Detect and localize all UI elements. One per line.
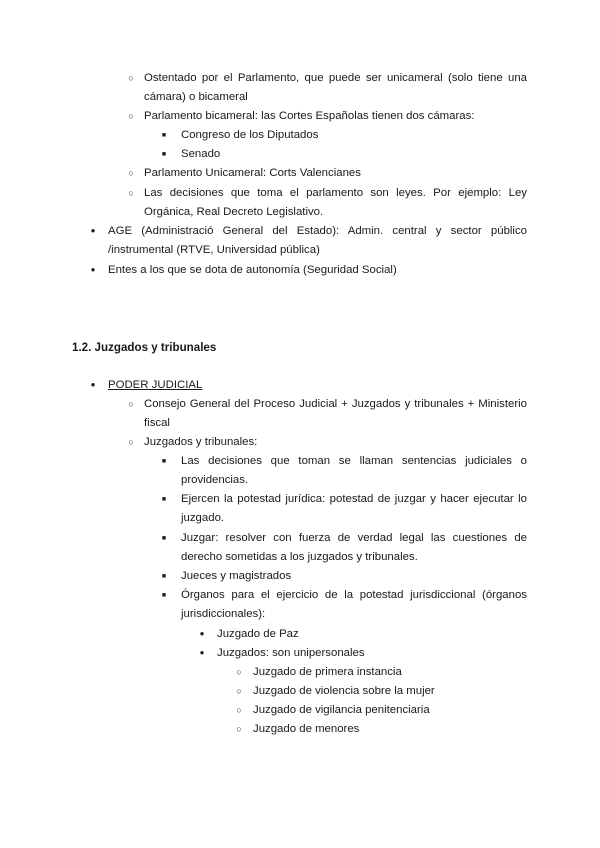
list-item-juzgado-paz: Juzgado de Paz [217, 628, 299, 640]
list-item-consejo: Consejo General del Proceso Judicial + Juzgados y tribunales + Ministerio fiscal [144, 398, 527, 429]
list-item-bicameral: Parlamento bicameral: las Cortes Españolas tienen dos cámaras: [144, 110, 475, 122]
disc-bullet-icon [196, 625, 208, 644]
list-item-ejercen: Ejercen la potestad jurídica: potestad de juzgar y hacer ejecutar lo juzgado. [181, 493, 527, 524]
square-bullet-icon [158, 586, 170, 606]
list-item-juzgados-unipersonales: Juzgados: son unipersonales [217, 647, 365, 659]
list-item-vigilancia: Juzgado de vigilancia penitenciaria [253, 704, 430, 716]
list-item-unicameral: Parlamento Unicameral: Corts Valencianes [144, 167, 361, 179]
circle-bullet-icon [125, 395, 137, 414]
list-item-poder-judicial: PODER JUDICIAL [108, 379, 203, 391]
square-bullet-icon [158, 529, 170, 549]
list-item-primera-instancia: Juzgado de primera instancia [253, 666, 402, 678]
list-item-violencia: Juzgado de violencia sobre la mujer [253, 685, 435, 697]
list-item-entes: Entes a los que se dota de autonomía (Seguridad Social) [108, 264, 397, 276]
circle-bullet-icon [233, 663, 245, 682]
circle-bullet-icon [233, 682, 245, 701]
list-item-jueces: Jueces y magistrados [181, 570, 292, 582]
list-item-age: AGE (Administració General del Estado): Admin. central y sector público /instrumental (RTVE, Universidad pública) [108, 225, 527, 256]
circle-bullet-icon [125, 69, 137, 88]
circle-bullet-icon [125, 164, 137, 183]
list-item-decisiones-judiciales: Las decisiones que toman se llaman sentencias judiciales o providencias. [181, 455, 527, 486]
circle-bullet-icon [125, 433, 137, 452]
circle-bullet-icon [125, 184, 137, 203]
list-item-congreso: Congreso de los Diputados [181, 129, 319, 141]
list-item-senado: Senado [181, 148, 221, 160]
square-bullet-icon [158, 126, 170, 146]
square-bullet-icon [158, 567, 170, 587]
disc-bullet-icon [87, 261, 99, 280]
circle-bullet-icon [233, 720, 245, 739]
list-item-organos: Órganos para el ejercicio de la potestad jurisdiccional (órganos jurisdiccionales): [181, 589, 527, 620]
disc-bullet-icon [87, 376, 99, 395]
square-bullet-icon [158, 145, 170, 165]
list-item-juzgados-tribunales: Juzgados y tribunales: [144, 436, 258, 448]
section-heading: 1.2. Juzgados y tribunales [72, 341, 217, 354]
square-bullet-icon [158, 452, 170, 472]
list-item-decisiones: Las decisiones que toma el parlamento son leyes. Por ejemplo: Ley Orgánica, Real Decreto Legislativo. [144, 187, 527, 218]
circle-bullet-icon [125, 107, 137, 126]
list-item-juzgar: Juzgar: resolver con fuerza de verdad legal las cuestiones de derecho sometidas a los juzgados y tribunales. [181, 532, 527, 563]
list-item-menores: Juzgado de menores [253, 723, 360, 735]
square-bullet-icon [158, 490, 170, 510]
disc-bullet-icon [87, 222, 99, 241]
list-item-ostentado: Ostentado por el Parlamento, que puede ser unicameral (solo tiene una cámara) o bicameral [144, 72, 527, 103]
disc-bullet-icon [196, 644, 208, 663]
circle-bullet-icon [233, 701, 245, 720]
